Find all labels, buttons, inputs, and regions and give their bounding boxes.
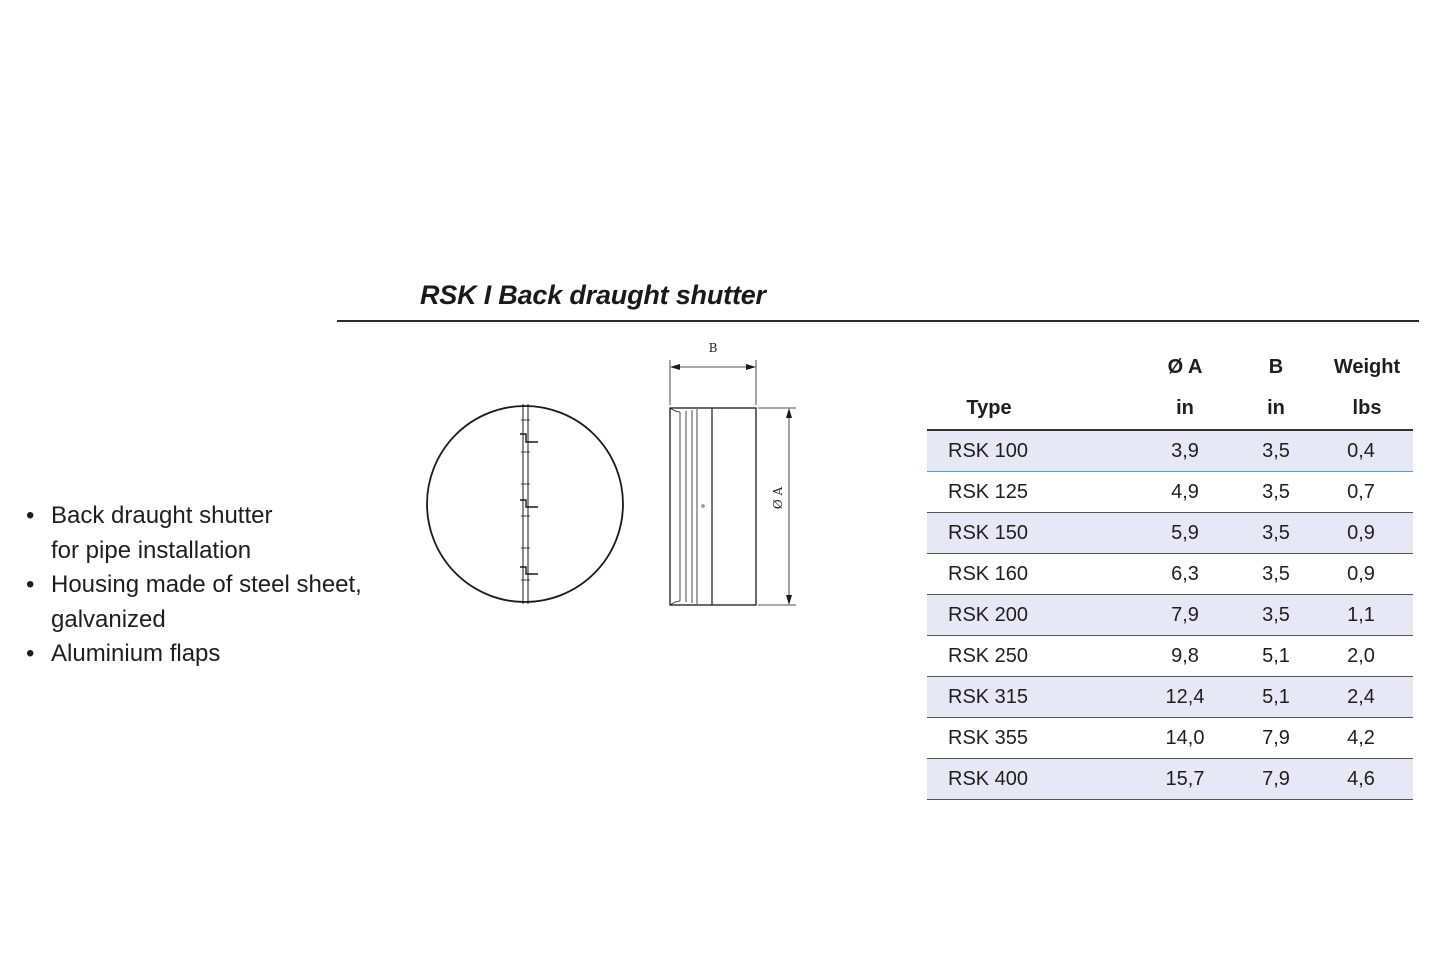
cell-diameter: 3,9 (1171, 440, 1199, 462)
cell-diameter: 7,9 (1171, 604, 1199, 626)
cell-length: 5,1 (1262, 645, 1290, 667)
front-view (427, 404, 623, 604)
feature-text: Housing made of steel sheet, (51, 571, 362, 598)
cell-type: RSK 125 (948, 481, 1029, 503)
header-cell: lbs (1352, 397, 1382, 419)
cell-weight: 4,2 (1347, 727, 1375, 749)
table-row (927, 759, 1413, 800)
cell-diameter: 9,8 (1171, 645, 1199, 667)
feature-item (26, 637, 431, 672)
dimension-a-label: Ø A (771, 486, 785, 510)
header-cell: in (1267, 397, 1285, 419)
feature-text: Aluminium flaps (51, 640, 221, 667)
page-title: RSK I Back draught shutter (420, 280, 766, 310)
table-row (927, 472, 1413, 513)
feature-list (26, 499, 431, 672)
cell-length: 5,1 (1262, 686, 1290, 708)
cell-length: 3,5 (1262, 522, 1290, 544)
cell-diameter: 12,4 (1165, 686, 1205, 708)
side-view (670, 408, 756, 605)
spec-table (927, 347, 1413, 800)
feature-text: for pipe installation (51, 536, 252, 564)
cell-type: RSK 250 (948, 645, 1029, 667)
cell-type: RSK 355 (948, 727, 1029, 749)
cell-diameter: 6,3 (1171, 563, 1199, 585)
feature-item (26, 499, 431, 568)
cell-type: RSK 315 (948, 686, 1029, 708)
feature-item (26, 568, 431, 637)
cell-length: 3,5 (1262, 604, 1290, 626)
dimension-b-label: B (708, 341, 718, 355)
cell-weight: 0,4 (1347, 440, 1375, 462)
table-row (927, 718, 1413, 759)
cell-diameter: 15,7 (1165, 768, 1205, 790)
cell-length: 7,9 (1262, 727, 1290, 749)
cell-weight: 0,9 (1347, 563, 1375, 585)
table-row (927, 595, 1413, 636)
bullet-icon: • (26, 571, 35, 598)
table-row (927, 636, 1413, 677)
table-row (927, 554, 1413, 595)
cell-diameter: 4,9 (1171, 481, 1199, 503)
table-row (927, 513, 1413, 554)
feature-text: Back draught shutter (51, 502, 273, 529)
cell-weight: 0,9 (1347, 522, 1375, 544)
cell-type: RSK 200 (948, 604, 1029, 626)
header-cell (927, 347, 1051, 387)
feature-text: galvanized (51, 605, 166, 633)
dimension-a (758, 408, 796, 605)
bullet-icon: • (26, 640, 35, 667)
cell-diameter: 5,9 (1171, 522, 1199, 544)
cell-length: 7,9 (1262, 768, 1290, 790)
cell-weight: 2,4 (1347, 686, 1375, 708)
cell-weight: 0,7 (1347, 481, 1375, 503)
table-header-row (927, 347, 1413, 388)
cell-type: RSK 150 (948, 522, 1029, 544)
cell-weight: 1,1 (1347, 604, 1375, 626)
cell-weight: 2,0 (1347, 645, 1375, 667)
cell-type: RSK 100 (948, 440, 1029, 462)
cell-type: RSK 160 (948, 563, 1029, 585)
cell-weight: 4,6 (1347, 768, 1375, 790)
table-row (927, 677, 1413, 718)
header-cell: Ø A (1167, 356, 1203, 378)
cell-length: 3,5 (1262, 440, 1290, 462)
title-divider (337, 320, 1419, 322)
cell-diameter: 14,0 (1165, 727, 1205, 749)
header-cell: Type (966, 397, 1012, 419)
cell-length: 3,5 (1262, 563, 1290, 585)
cell-type: RSK 400 (948, 768, 1029, 790)
header-cell: in (1176, 397, 1194, 419)
header-cell: B (1268, 356, 1284, 378)
cell-length: 3,5 (1262, 481, 1290, 503)
bullet-icon: • (26, 502, 35, 529)
table-units-row (927, 388, 1413, 429)
table-row (927, 429, 1413, 472)
dimension-b (670, 360, 756, 405)
header-cell: Weight (1333, 356, 1401, 378)
